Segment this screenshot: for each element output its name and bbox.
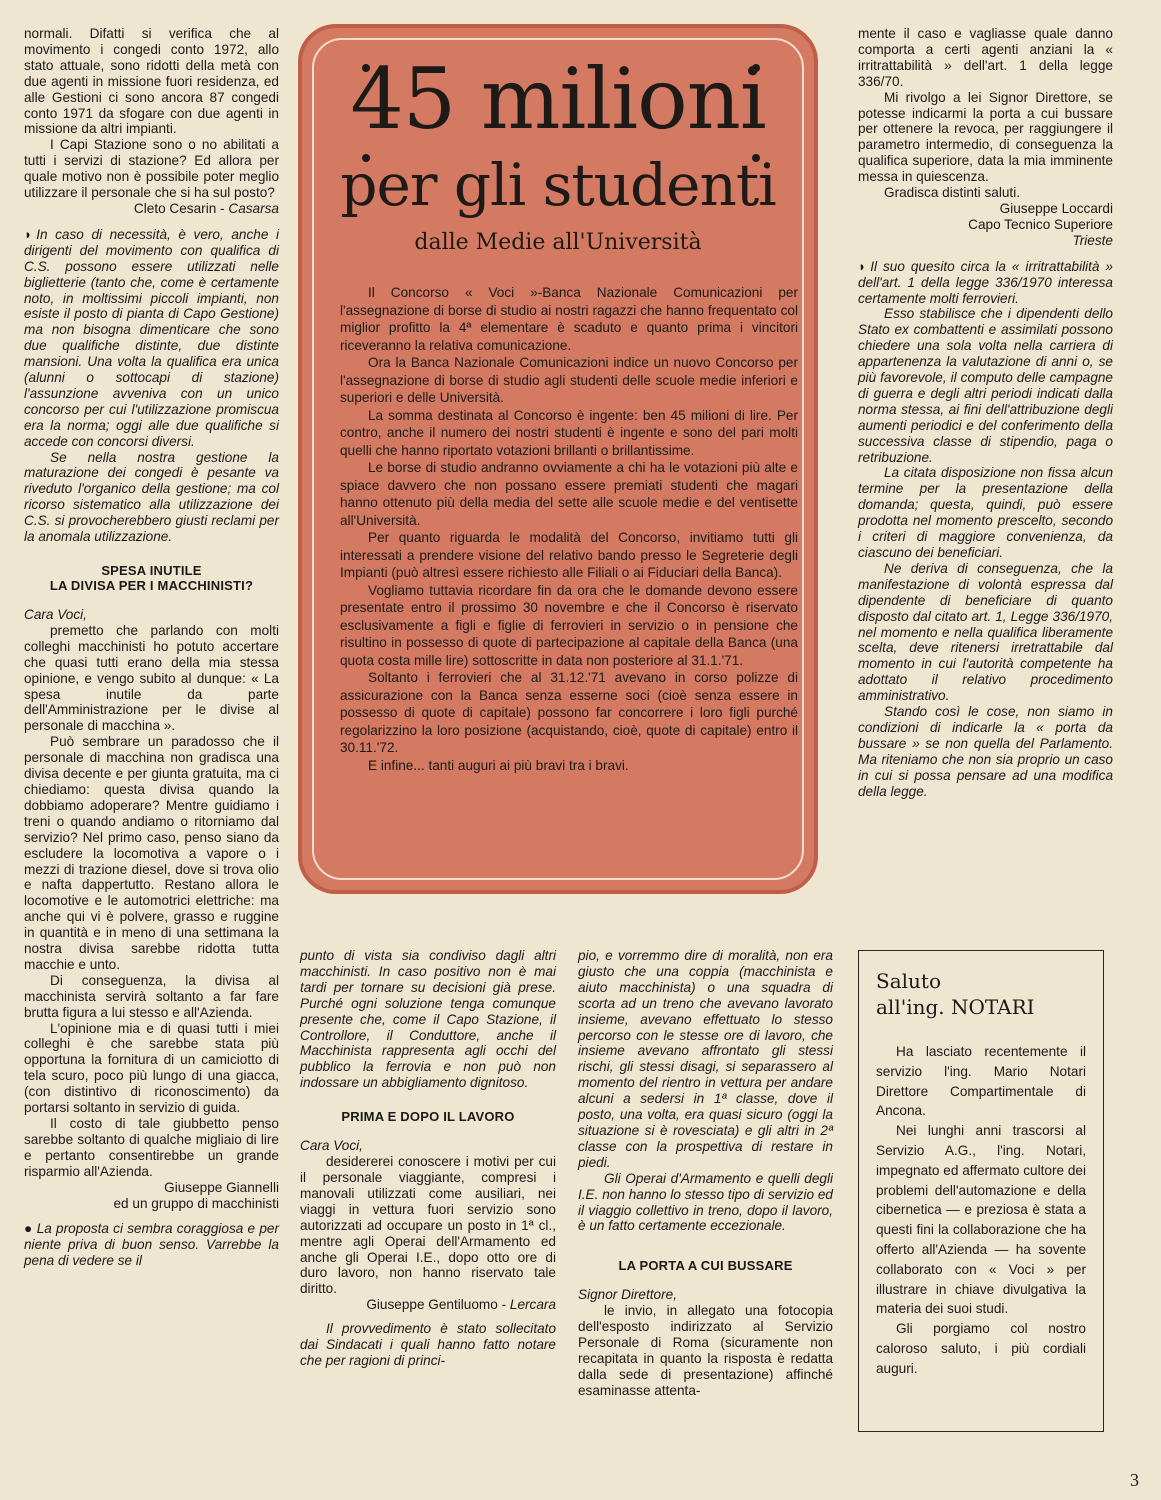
editor-reply: punto di vista sia condiviso dagli altri macchinisti. In caso positivo non è mai tardi per tornare su decisioni già prese. Purché ogni soluzione tenga comunque presente che, come il Capo Stazione, il Controllore, il Conduttore, anche il Macchinista rappresenta agli occhi del pubblico la ferrovia e non può non indossare un abbigliamento dignitoso. [300,948,556,1091]
paragraph: Il Concorso « Voci »-Banca Nazionale Comunicazioni per l'assegnazione di borse di studio ai nostri ragazzi che hanno frequentato col miglior profitto la 4ª elementare è scaduto e quanto prima i vincitori riceveranno la relativa comunicazione. [340,285,798,353]
bullet-icon: ● [24,1221,33,1237]
paragraph: L'opinione mia e di quasi tutti i miei colleghi è che sarebbe stata più opportuna la fornitura di un camiciotto di tela scuro, poco più lungo di una giacca, (con distintivo di riconoscimento) da portarsi soltanto in servizio di guida. [24,1020,279,1116]
editor-reply: ● La proposta ci sembra coraggiosa e per niente priva di buon senso. Varrebbe la pena di vedere se il [24,1221,279,1269]
section-heading: PRIMA E DOPO IL LAVORO [341,1109,515,1125]
middle-column-2 [578,948,833,1399]
salutation: Signor Direttore, [578,1287,677,1303]
paragraph: Di conseguenza, la divisa al macchinista servirà soltanto a far fare brutta figura a lui stesso e all'Azienda. [24,972,279,1020]
section-heading: SPESA INUTILE LA DIVISA PER I MACCHINISTI? [49,563,254,593]
paragraph: Le borse di studio andranno ovviamente a chi ha le votazioni più alte e spiace davvero che non possano essere premiati studenti che magari hanno ottenuto più della media del sette alle scuole medie e del ventisette all'Università. [340,460,798,528]
editor-reply: Esso stabilisce che i dipendenti dello Stato ex combattenti e assimilati possono chiedere una sola volta nella carriera di appartenenza la valutazione di anni o, se più favorevole, il computo delle campagne di guerra e degli altri periodi indicati dalla norma stessa, ai fini dell'attribuzione degli aumenti periodici e del conferimento della successiva classe di stipendio, paga o retribuzione. [858,306,1113,465]
paragraph: Gli porgiamo col nostro caloroso saluto, i più cordiali auguri. [876,1321,1086,1376]
paragraph: La somma destinata al Concorso è ingente: ben 45 milioni di lire. Per contro, anche il numero dei nostri studenti è ingente e sono del pari molti quelli che hanno riportato votazioni brillanti o brillantissime. [340,407,798,458]
signature: ed un gruppo di macchinisti [113,1195,279,1211]
section-heading: LA PORTA A CUI BUSSARE [618,1258,793,1274]
bullet-icon: ◗ [858,258,867,274]
paragraph: E infine... tanti auguri ai più bravi tra i bravi. [368,757,629,773]
page-number: 3 [1130,1470,1139,1490]
signature: Giuseppe Loccardi [999,200,1113,216]
signature: Cleto Cesarin - Casarsa [133,200,279,216]
paragraph: desidererei conoscere i motivi per cui il personale viaggiante, compresi i manovali utilizzati come ausiliari, nei viaggi in vettura fuori servizio sono autorizzati ad occupare un posto in 1ª cl., mentre agli Operai dell'Armamento ed anche gli Operai I.E., dopo otto ore di duro lavoro, non hanno riservato tale diritto. [300,1154,556,1297]
feature-text [340,284,798,774]
paragraph: Vogliamo tuttavia ricordare fin da ora che le domande devono essere presentate entro il prossimo 30 novembre e che il Concorso è riservato esclusivamente a figli e figlie di ferrovieri in servizio o in pensione che risultino in possesso di quote di partecipazione al capitale della Banca (una quota costa mille lire) sottoscritte in data non posteriore al 31.1.'71. [340,582,798,668]
editor-reply: Stando così le cose, non siamo in condizioni di indicarle la « porta da bussare » se non quella del Parlamento. Ma riteniamo che non sia proprio un caso in cui si possa pensare ad una modifica della legge. [858,704,1113,799]
paragraph: normali. Difatti si verifica che al movimento i congedi conto 1972, allo stato attuale, sono ridotti della metà con due agenti in missione fuori residenza, ed alle Gestioni ci sono ancora 87 congedi conto 1971 da sfogare con due agenti in missione da altri impianti. [24,26,279,137]
paragraph: Nei lunghi anni trascorsi al Servizio A.G., l'ing. Notari, impegnato ed affermato cultore dei problemi dell'automazione e della cibernetica — e preziosa è stata a questi fini la collaborazione che ha offerto all'Azienda — ha sovente collaborato con « Voci » per illustrare in chiave divulgativa la materia dei suoi studi. [876,1123,1086,1317]
paragraph: premetto che parlando con molti colleghi macchinisti ho potuto accertare che quasi tutti erano della mia stessa opinione, e vengo subito al dunque: « La spesa inutile da parte dell'Amministrazione per le divise al personale di macchina ». [24,622,279,734]
salutation: Cara Voci, [300,1138,363,1154]
headline: per gli studenti [340,151,776,219]
paragraph: Mi rivolgo a lei Signor Direttore, se potesse indicarmi la porta a cui bussare per ottenere la revoca, per raggiungere il parametro intermedio, di conseguenza la qualifica superiore, data la mia imminente messa in quiescenza. [858,89,1113,185]
editor-reply: ◗ Il suo quesito circa la « irritrattabilità » dell'art. 1 della legge 336/1970 interessa certamente molti ferrovieri. [858,258,1113,306]
notari-body [876,1042,1086,1379]
headline: 45 milioni [350,50,766,148]
paragraph: le invio, in allegato una fotocopia dell'esposto indirizzato al Servizio Personale di Roma (sicuramente non recapitata in quanto la risposta è redatta dalla sede di presentazione) affinché esaminasse attenta- [578,1303,833,1398]
signature: Giuseppe Gentiluomo - Lercara [366,1297,556,1313]
bullet-icon: ◗ [24,226,33,242]
right-column [858,26,1113,800]
signature: Trieste [1072,232,1113,248]
paragraph: mente il caso e vagliasse quale danno comporta a certi agenti anziani la « irritrattabilità » dell'art. 1 della legge 336/70. [858,26,1113,89]
paragraph: Il costo di tale giubbetto penso sarebbe soltanto di qualche migliaio di lire e pertanto consentirebbe un grande risparmio all'Azienda. [24,1116,279,1179]
paragraph: Gradisca distinti saluti. [884,185,1020,201]
paragraph: Soltanto i ferrovieri che al 31.12.'71 avevano in corso polizze di assicurazione con la Banca senza esserne soci (cioè senza essere in possesso di quote di capitale) possono far concorrere i loro figli purché regolarizzino la loro posizione (acquistando, cioè, quote di capitale) entro il 30.11.'72. [340,670,798,755]
salutation: Cara Voci, [24,607,87,622]
signature: Capo Tecnico Superiore [968,216,1113,232]
notari-title: Saluto all'ing. NOTARI [876,969,1035,1019]
middle-column-1 [300,948,556,1369]
paragraph: Può sembrare un paradosso che il personale di macchina non gradisca una divisa decente e per giunta gratuita, ma ci chiediamo: questa divisa quando la dobbiamo adoperare? Mentre guidiamo i treni o quando andiamo o ritorniamo dal servizio? Nel primo caso, penso siano da escludere la locomotiva a vapore o i mezzi di trazione diesel, dove si trova olio e nafta dappertutto. Restano allora le locomotive e le automotrici elettriche: ma anche qui vi è polvere, grasso e ruggine in quantità e in meno di una settimana la nostra divisa sarebbe ridotta tutta macchie e unto. [24,734,279,972]
paragraph: I Capi Stazione sono o no abilitati a tutti i servizi di stazione? Ed allora per quale motivo non è possibile poter meglio utilizzare il personale che si ha sul posto? [24,137,279,201]
signature: Giuseppe Giannelli [164,1179,279,1195]
paragraph: Ora la Banca Nazionale Comunicazioni indice un nuovo Concorso per l'assegnazione di borse di studio agli studenti delle scuole medie inferiori e superiori e delle Università. [340,355,798,405]
subheadline: dalle Medie all'Università [414,230,702,255]
editor-reply: Gli Operai d'Armamento e quelli degli I.E. non hanno lo stesso tipo di servizio ed il viaggio collettivo in treno, dopo il lavoro, è un fatto certamente eccezionale. [578,1170,833,1234]
editor-reply: La citata disposizione non fissa alcun termine per la presentazione della domanda; questa, quindi, può essere prodotta nel momento prescelto, secondo i criteri di maggiore convenienza, da ciascuno dei beneficiari. [858,465,1113,560]
editor-reply: Ne deriva di conseguenza, che la manifestazione di volontà espressa dal dipendente di beneficiare di quanto disposto dal citato art. 1, Legge 336/1970, nel momento e nella qualifica liberamente scelta, deve ritenersi irretrattabile dal momento in cui l'autorità competente ha adottato il relativo procedimento amministrativo. [858,560,1113,704]
editor-reply: Il provvedimento è stato sollecitato dai Sindacati i quali hanno fatto notare che per ragioni di princi- [300,1321,556,1368]
left-column [24,26,279,1269]
editor-reply: ◗ In caso di necessità, è vero, anche i dirigenti del movimento con qualifica di C.S. possono essere utilizzati nelle biglietterie (tanto che, come è certamente noto, in moltissimi piccoli impianti, non esiste il posto di pianta di Capo Gestione) ma non bisogna dimenticare che sono due qualifiche distinte, due distinte mansioni. Una volta la qualifica era unica (alunni o sottocapi di stazione) l'assunzione avveniva con un unico concorso per cui l'utilizzazione promiscua era la norma; oggi alle due qualifiche si accede con concorsi diversi. [24,226,279,449]
paragraph: Ha lasciato recentemente il servizio l'ing. Mario Notari Direttore Compartimentale di Ancona. [876,1044,1086,1119]
editor-reply: pio, e vorremmo dire di moralità, non era giusto che una coppia (macchinista e aiuto macchinista) o una squadra di scorta ad un treno che avevano lavorato insieme, avevano effettuato lo stesso percorso con le stesse ore di lavoro, che insieme avevano affrontato gli stessi rischi, gli stessi disagi, si separassero al momento del rientro in vettura per andare alcuni a sedersi in 1ª classe, dove il posto, una volta, era quasi sicuro (oggi la situazione si è rovesciata) e gli altri in 2ª classe con la prospettiva di restare in piedi. [578,948,833,1170]
editor-reply: Se nella nostra gestione la maturazione dei congedi è pesante va riveduto l'organico della gestione; ma col ricorso sistematico alla utilizzazione dei C.S. si provocherebbero giusti reclami per la anomala utilizzazione. [24,449,279,545]
paragraph: Per quanto riguarda le modalità del Concorso, invitiamo tutti gli interessati a prendere visione del relativo bando presso le Segreterie degli Impianti (può altresì essere richiesto alle Filiali o ai Fiduciari della Banca). [340,530,798,580]
